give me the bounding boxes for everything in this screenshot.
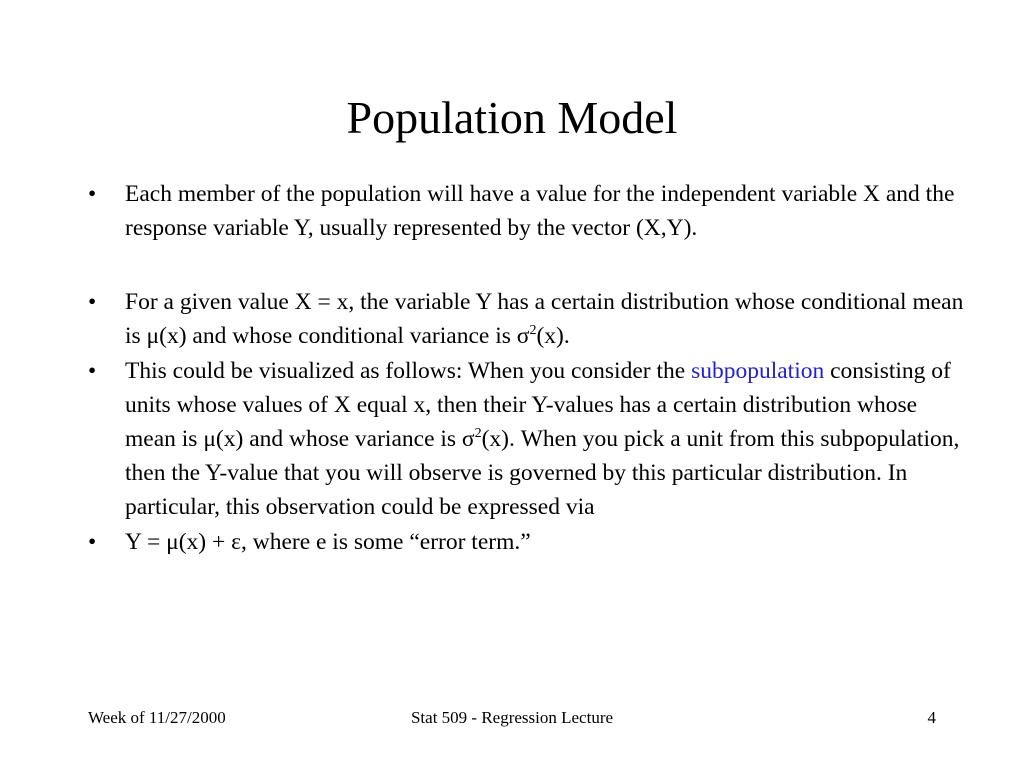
bullet-text: Y = μ(x) + ε, where e is some “error term.” — [125, 529, 531, 555]
footer-date: Week of 11/27/2000 — [88, 708, 226, 727]
highlighted-term: subpopulation — [691, 358, 825, 384]
footer-course-title: Stat 509 - Regression Lecture — [410, 708, 614, 727]
bullet-symbol: • — [88, 358, 97, 384]
footer-page-number: 4 — [927, 708, 936, 727]
bullet-list — [0, 177, 1024, 559]
bullet-text: Each member of the population will have a value for the independent variable X and the response variable Y, usually represented by the vector (X,Y). — [125, 181, 955, 241]
bullet-text-part: For a given value X = x, the variable Y has a certain distribution whose conditional mean is μ(x) and whose conditional variance is σ — [125, 289, 964, 349]
bullet-text-part: (x). — [536, 323, 570, 349]
bullet-text-part: (x). When you pick a unit from this subpopulation, then the Y-value that you will observe is governed by this particular distribution. In particular, this observation could be expressed via — [125, 426, 960, 520]
bullet-item-4 — [0, 525, 1024, 559]
superscript: 2 — [474, 426, 482, 441]
bullet-text-part: consisting of units whose values of X equal x, then their Y-values has a certain distribution whose mean is μ(x) and whose variance is σ — [125, 358, 951, 452]
bullet-symbol: • — [88, 529, 97, 555]
bullet-item-1 — [0, 177, 1024, 245]
bullet-symbol: • — [88, 289, 97, 315]
bullet-text-part: This could be visualized as follows: When you consider the — [125, 358, 692, 384]
bullet-item-3 — [0, 354, 1024, 524]
slide-title: Population Model — [346, 92, 678, 143]
bullet-item-2 — [0, 285, 1024, 353]
superscript: 2 — [529, 323, 537, 338]
bullet-symbol: • — [88, 181, 97, 207]
